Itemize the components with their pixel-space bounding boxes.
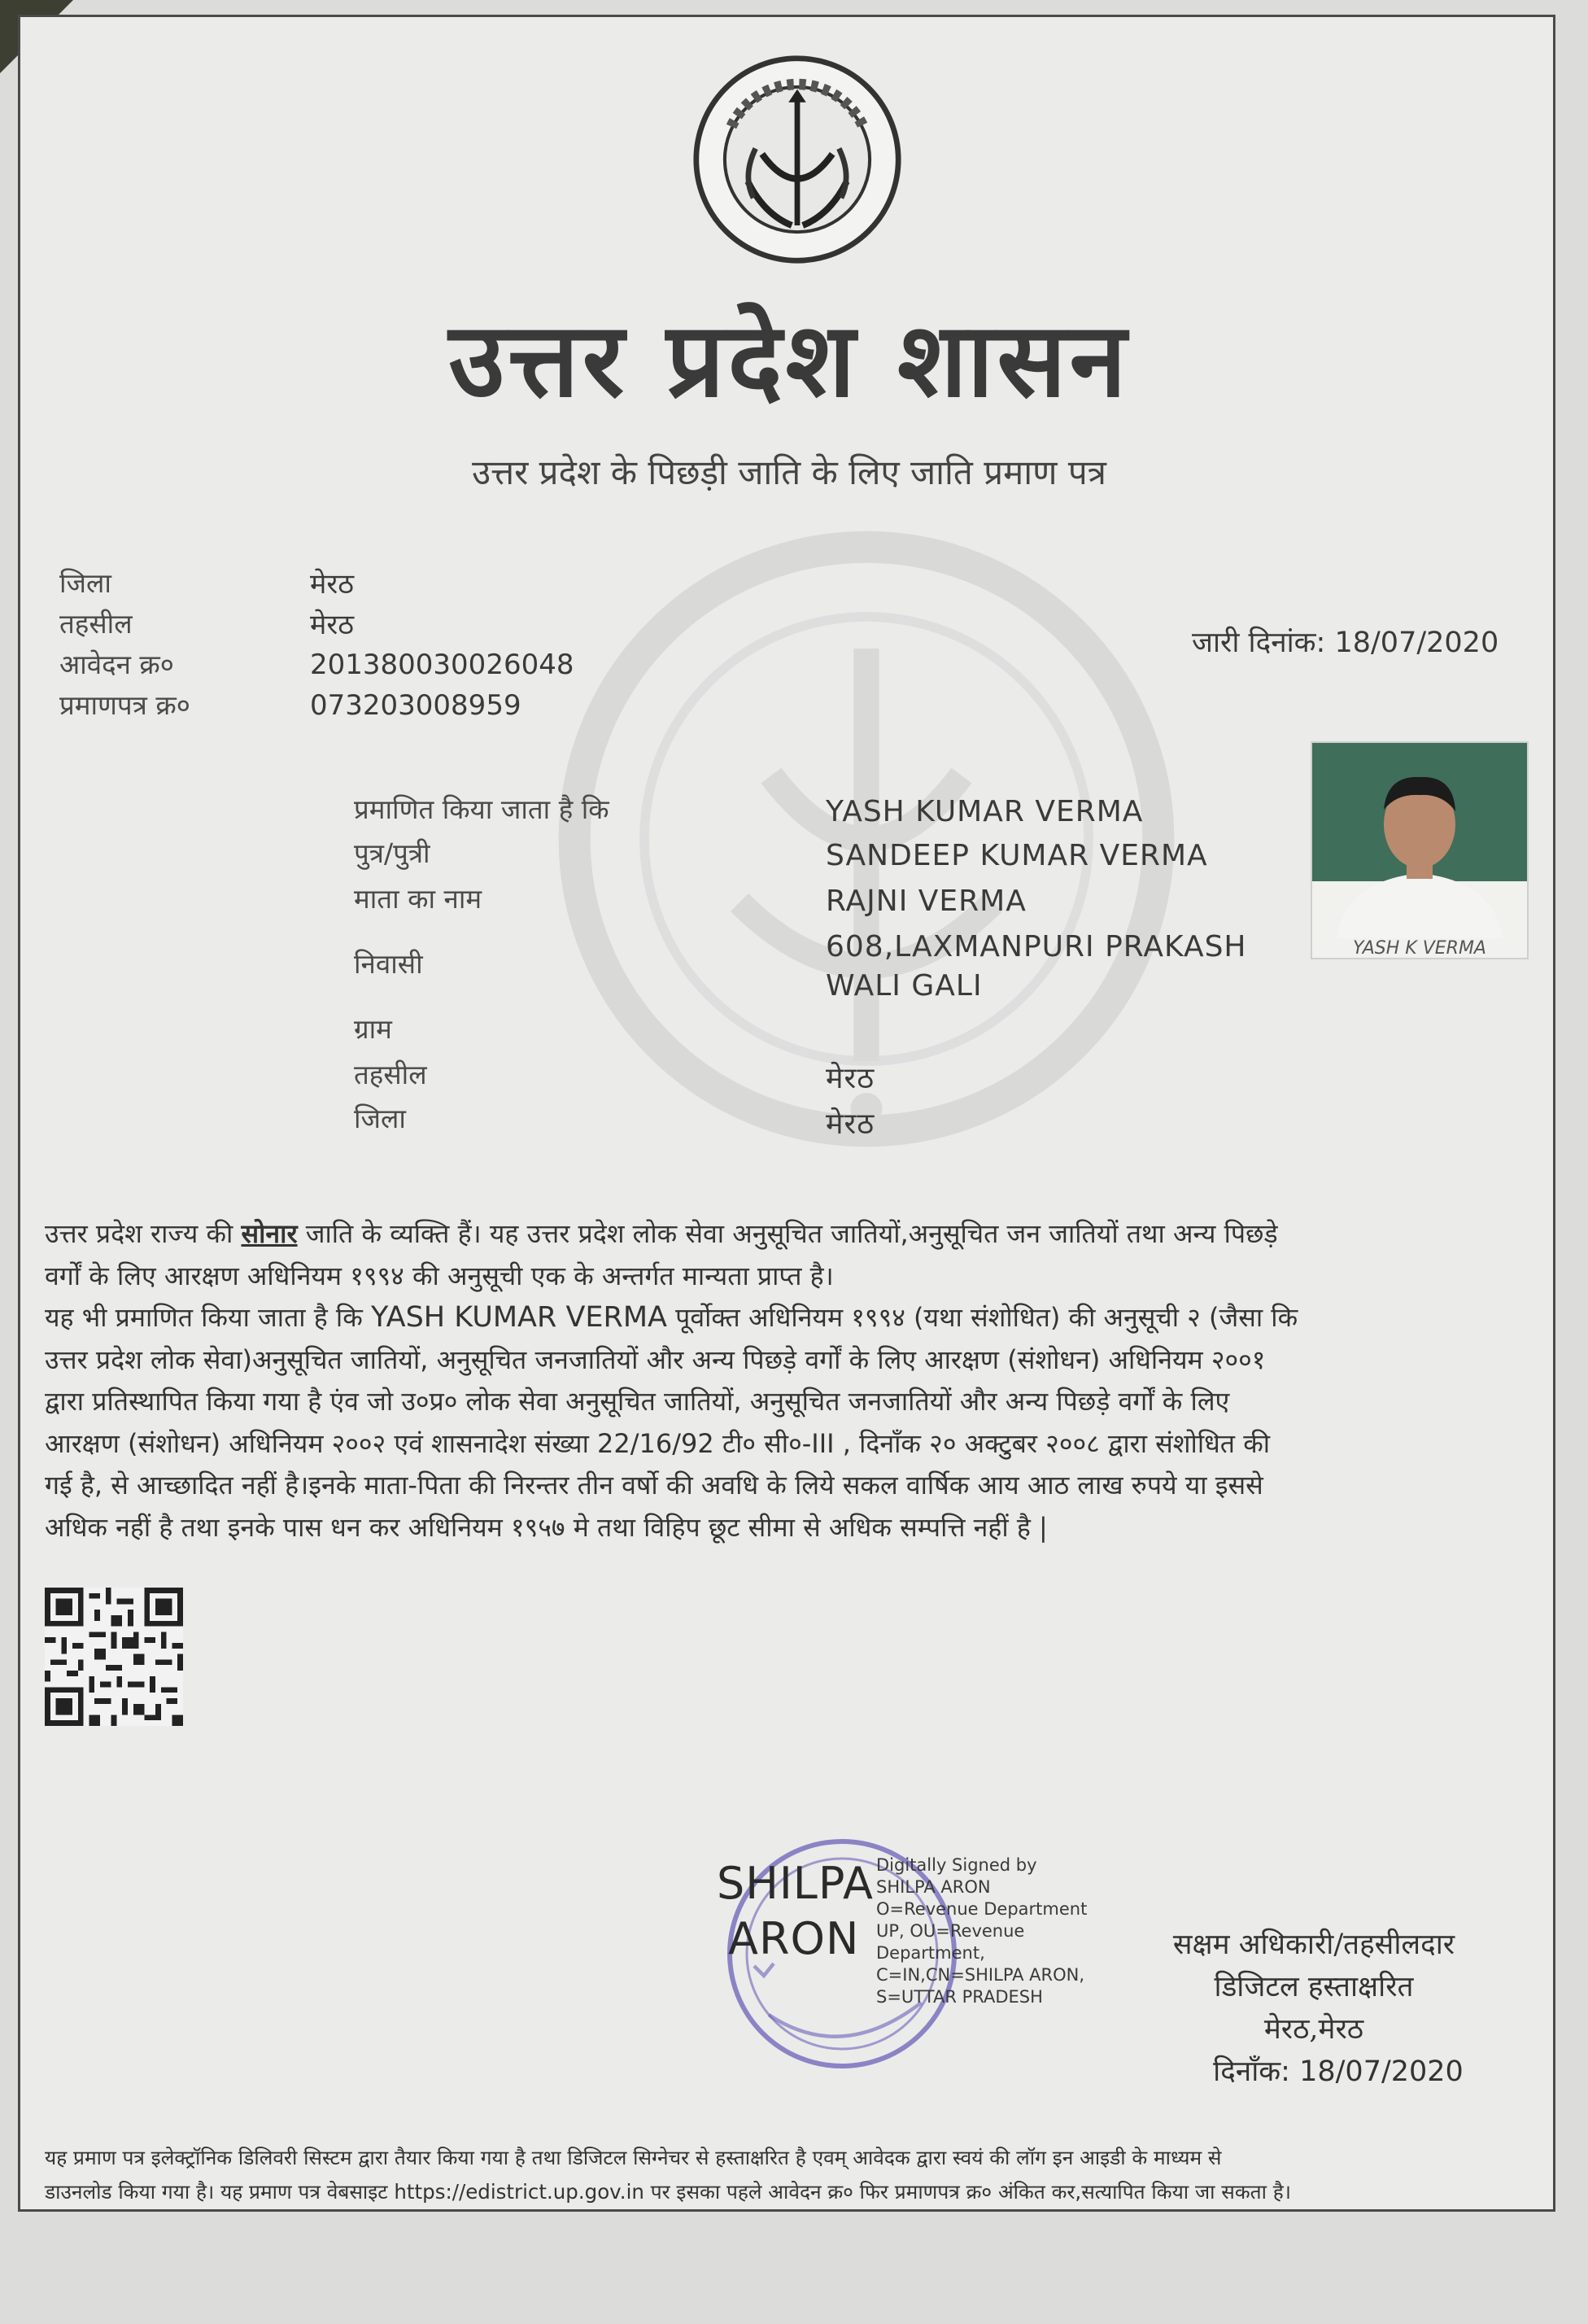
field-district-label: जिला — [354, 1103, 406, 1134]
issue-date: जारी दिनांक: 18/07/2020 — [1192, 627, 1499, 659]
certificate-number-value: 073203008959 — [310, 689, 521, 722]
footer-line-2: डाउनलोड किया गया है। यह प्रमाण पत्र वेबसाइट https://edistrict.up.gov.in पर इसका पहले आवेदन क्र० फिर प्रमाणपत्र क्र० अंकित कर,सत्यापित किया जा सकता है। — [45, 2180, 1292, 2204]
certificate-sheet — [18, 15, 1555, 2212]
district-value: मेरठ — [310, 568, 354, 601]
digitally-signed-label: डिजिटल हस्ताक्षरित — [1214, 1971, 1414, 2003]
footer-note — [45, 2141, 1542, 2209]
certificate-number-label: प्रमाणपत्र क्र० — [59, 689, 190, 721]
field-district-value: मेरठ — [826, 1107, 875, 1141]
photo-caption: YASH K VERMA — [1353, 938, 1486, 959]
officer-designation: सक्षम अधिकारी/तहसीलदार — [1172, 1929, 1455, 1961]
certified-label: प्रमाणित किया जाता है कि — [354, 793, 609, 825]
mother-name-label: माता का नाम — [354, 883, 482, 915]
body-line-1: उत्तर प्रदेश राज्य की सोनार जाति के व्यक्ति हैं। यह उत्तर प्रदेश लोक सेवा अनुसूचित जातियों,अनुसूचित जन जातियों तथा अन्य पिछड़े — [45, 1218, 1278, 1249]
applicant-photo — [1311, 741, 1529, 959]
field-tehsil-value: मेरठ — [826, 1062, 875, 1095]
district-label: जिला — [59, 567, 111, 599]
body-applicant-name: YASH KUMAR VERMA — [370, 1301, 667, 1334]
body-line-7: गई है, से आच्छादित नहीं है।इनके माता-पिता की निरन्तर तीन वर्षो की अवधि के लिये सकल वार्षिक आय आठ लाख रुपये या इससे — [45, 1470, 1263, 1501]
village-label: ग्राम — [354, 1013, 392, 1045]
application-number-label: आवेदन क्र० — [59, 649, 174, 680]
officer-sign-date: दिनाँक: 18/07/2020 — [1213, 2055, 1464, 2088]
signer-name-line1: SHILPA — [717, 1858, 874, 1909]
person-silhouette-icon — [1312, 743, 1527, 938]
mother-name-value: RAJNI VERMA — [826, 885, 1027, 918]
officer-place: मेरठ,मेरठ — [1263, 2013, 1364, 2046]
address-line1: 608,LAXMANPURI PRAKASH — [826, 930, 1247, 963]
signer-name-line2: ARON — [728, 1913, 860, 1964]
caste-name: सोनार — [241, 1218, 298, 1249]
tehsil-value: मेरठ — [310, 609, 354, 641]
body-line-4: उत्तर प्रदेश लोक सेवा)अनुसूचित जातियों, अनुसूचित जनजातियों और अन्य पिछड़े वर्गों के लिए आरक्षण (संशोधन) अधिनियम २००१ — [45, 1343, 1266, 1375]
certified-name-value: YASH KUMAR VERMA — [826, 795, 1144, 828]
resident-label: निवासी — [354, 948, 423, 980]
body-line-8: अधिक नहीं है तथा इनके पास धन कर अधिनियम १९५७ मे तथा विहिप छूट सीमा से अधिक सम्पत्ति नहीं है | — [45, 1511, 1048, 1543]
field-tehsil-label: तहसील — [354, 1059, 427, 1090]
qr-code[interactable] — [45, 1588, 183, 1726]
certificate-subtitle: उत्तर प्रदेश के पिछड़ी जाति के लिए जाति प्रमाण पत्र — [472, 452, 1106, 492]
up-government-emblem-icon — [687, 50, 907, 269]
body-line-6: आरक्षण (संशोधन) अधिनियम २००२ एवं शासनादेश संख्या 22/16/92 टी० सी०-III , दिनाँक २० अक्टुबर २००८ द्वारा संशोधित की — [45, 1427, 1271, 1459]
address-line2: WALI GALI — [826, 969, 983, 1003]
father-name-value: SANDEEP KUMAR VERMA — [826, 839, 1208, 872]
certification-paragraph — [45, 1213, 1533, 1549]
page-title: उत्तर प्रदेश शासन — [448, 299, 1130, 420]
application-number-value: 201380030026048 — [310, 649, 574, 681]
digital-signature-details: Digitally Signed by SHILPA ARON O=Revenue Department UP, OU=Revenue Department, C=IN,CN=SHILPA ARON, S=UTTAR PRADESH — [876, 1855, 1088, 2007]
child-of-label: पुत्र/पुत्री — [354, 837, 430, 869]
body-line-3: यह भी प्रमाणित किया जाता है कि YASH KUMAR VERMA पूर्वोक्त अधिनियम १९९४ (यथा संशोधित) की अनुसूची २ (जैसा कि — [45, 1301, 1298, 1334]
tehsil-label: तहसील — [59, 608, 133, 640]
body-line-5: द्वारा प्रतिस्थापित किया गया है एंव जो उ०प्र० लोक सेवा अनुसूचित जातियों, अनुसूचित जनजातियों और अन्य पिछड़े वर्गों के लिए — [45, 1386, 1230, 1417]
footer-line-1: यह प्रमाण पत्र इलेक्ट्रॉनिक डिलिवरी सिस्टम द्वारा तैयार किया गया है तथा डिजिटल सिग्नेचर से हस्ताक्षरित है एवम् आवेदक द्वारा स्वयं की लॉग इन आइडी के माध्यम से — [45, 2146, 1222, 2169]
body-line-2: वर्गों के लिए आरक्षण अधिनियम १९९४ की अनुसूची एक के अन्तर्गत मान्यता प्राप्त है। — [45, 1260, 834, 1291]
